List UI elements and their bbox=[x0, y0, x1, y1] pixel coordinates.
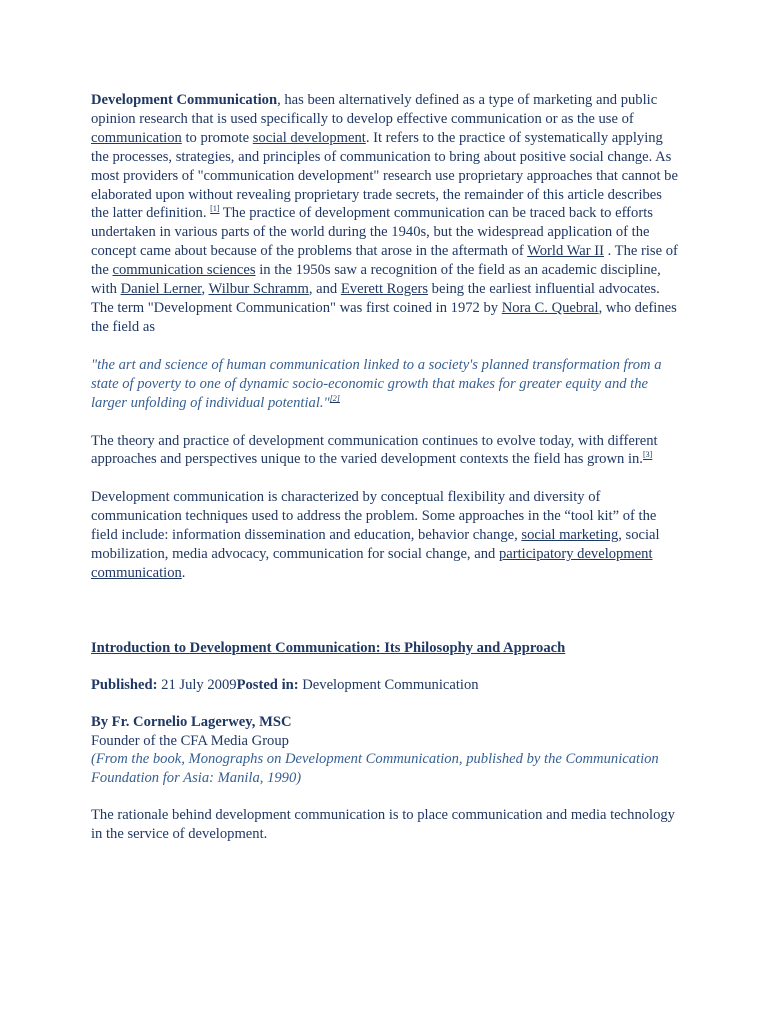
article-title bbox=[91, 639, 680, 658]
link-communication[interactable]: communication bbox=[91, 129, 182, 146]
approaches-text-3: . bbox=[181, 564, 186, 581]
intro-text-10: , who defines the field as bbox=[91, 299, 677, 335]
approaches-text-1: Development communication is characterized by conceptual flexibility and diversity of communication techniques used to address the problem. Some approaches in the “tool kit” of the field include: information dissemination and education, behavior change, bbox=[91, 489, 657, 544]
intro-text-6: in the 1950s saw a recognition of the field as an academic discipline, with bbox=[91, 262, 661, 298]
published-date: 21 July 2009 bbox=[157, 676, 237, 693]
intro-text-5: . The rise of the bbox=[91, 243, 678, 279]
link-social-development[interactable]: social development bbox=[252, 129, 366, 146]
quote-text: "the art and science of human communication linked to a society's planned transformation from a state of poverty to one of dynamic socio-economic growth that makes for greater equity and the larger unfolding of individual potential." bbox=[91, 356, 662, 411]
published-line bbox=[91, 676, 680, 695]
link-daniel-lerner[interactable]: Daniel Lerner bbox=[120, 281, 202, 298]
link-nora-quebral[interactable]: Nora C. Quebral bbox=[501, 299, 599, 316]
link-wilbur-schramm[interactable]: Wilbur Schramm bbox=[208, 281, 309, 298]
evolution-text: The theory and practice of development communication continues to evolve today, with different approaches and perspectives unique to the varied development contexts the field has grown in. bbox=[91, 432, 658, 468]
link-participatory-development-communication[interactable]: participatory development communication bbox=[91, 546, 653, 581]
approaches-text-2: , social mobilization, media advocacy, communication for social change, and bbox=[91, 527, 660, 563]
quebral-definition-quote bbox=[91, 356, 680, 413]
link-social-marketing[interactable]: social marketing bbox=[521, 527, 619, 544]
reference-1-link[interactable]: [1] bbox=[210, 204, 220, 214]
evolution-paragraph bbox=[91, 432, 680, 470]
reference-2-link[interactable]: [2] bbox=[329, 393, 340, 403]
intro-text-3: . It refers to the practice of systematically applying the processes, strategies, and principles of communication to bring about positive social change. As most providers of "communication development" research use proprietary approaches that cannot be elaborated upon without revealing proprietary trade secrets, the remainder of this article describes the latter definition. bbox=[91, 129, 678, 222]
link-communication-sciences[interactable]: communication sciences bbox=[112, 262, 256, 279]
posted-in-label: Posted in: bbox=[236, 676, 299, 693]
intro-text-7: , bbox=[201, 281, 209, 298]
term-development-communication: Development Communication bbox=[91, 92, 278, 108]
source-note: (From the book, Monographs on Development Communication, published by the Communication Foundation for Asia: Manila, 1990) bbox=[91, 751, 659, 787]
link-everett-rogers[interactable]: Everett Rogers bbox=[340, 281, 429, 298]
intro-text-1: , has been alternatively defined as a type of marketing and public opinion research that is used specifically to develop effective communication or as the use of bbox=[91, 92, 658, 127]
intro-text-4: The practice of development communication can be traced back to efforts undertaken in various parts of the world during the 1940s, but the widespread application of the concept came about because of the problems that arose in the aftermath of bbox=[91, 205, 653, 260]
author-role: Founder of the CFA Media Group bbox=[91, 732, 289, 749]
published-label: Published: bbox=[91, 676, 158, 693]
link-world-war-ii[interactable]: World War II bbox=[527, 243, 604, 260]
approaches-paragraph bbox=[91, 488, 680, 583]
article-title-link[interactable]: Introduction to Development Communication: Its Philosophy and Approach bbox=[91, 639, 566, 656]
intro-text-2: to promote bbox=[181, 129, 253, 146]
reference-3-link[interactable]: [3] bbox=[642, 450, 653, 460]
posted-in-category: Development Communication bbox=[298, 676, 479, 693]
intro-text-9: being the earliest influential advocates. The term "Development Communication" was first coined in 1972 by bbox=[91, 281, 660, 316]
rationale-paragraph: The rationale behind development communication is to place communication and media technology in the service of development. bbox=[91, 807, 675, 843]
intro-text-8: , and bbox=[308, 281, 341, 298]
intro-paragraph bbox=[91, 91, 680, 337]
author-line: By Fr. Cornelio Lagerwey, MSC bbox=[91, 713, 292, 730]
